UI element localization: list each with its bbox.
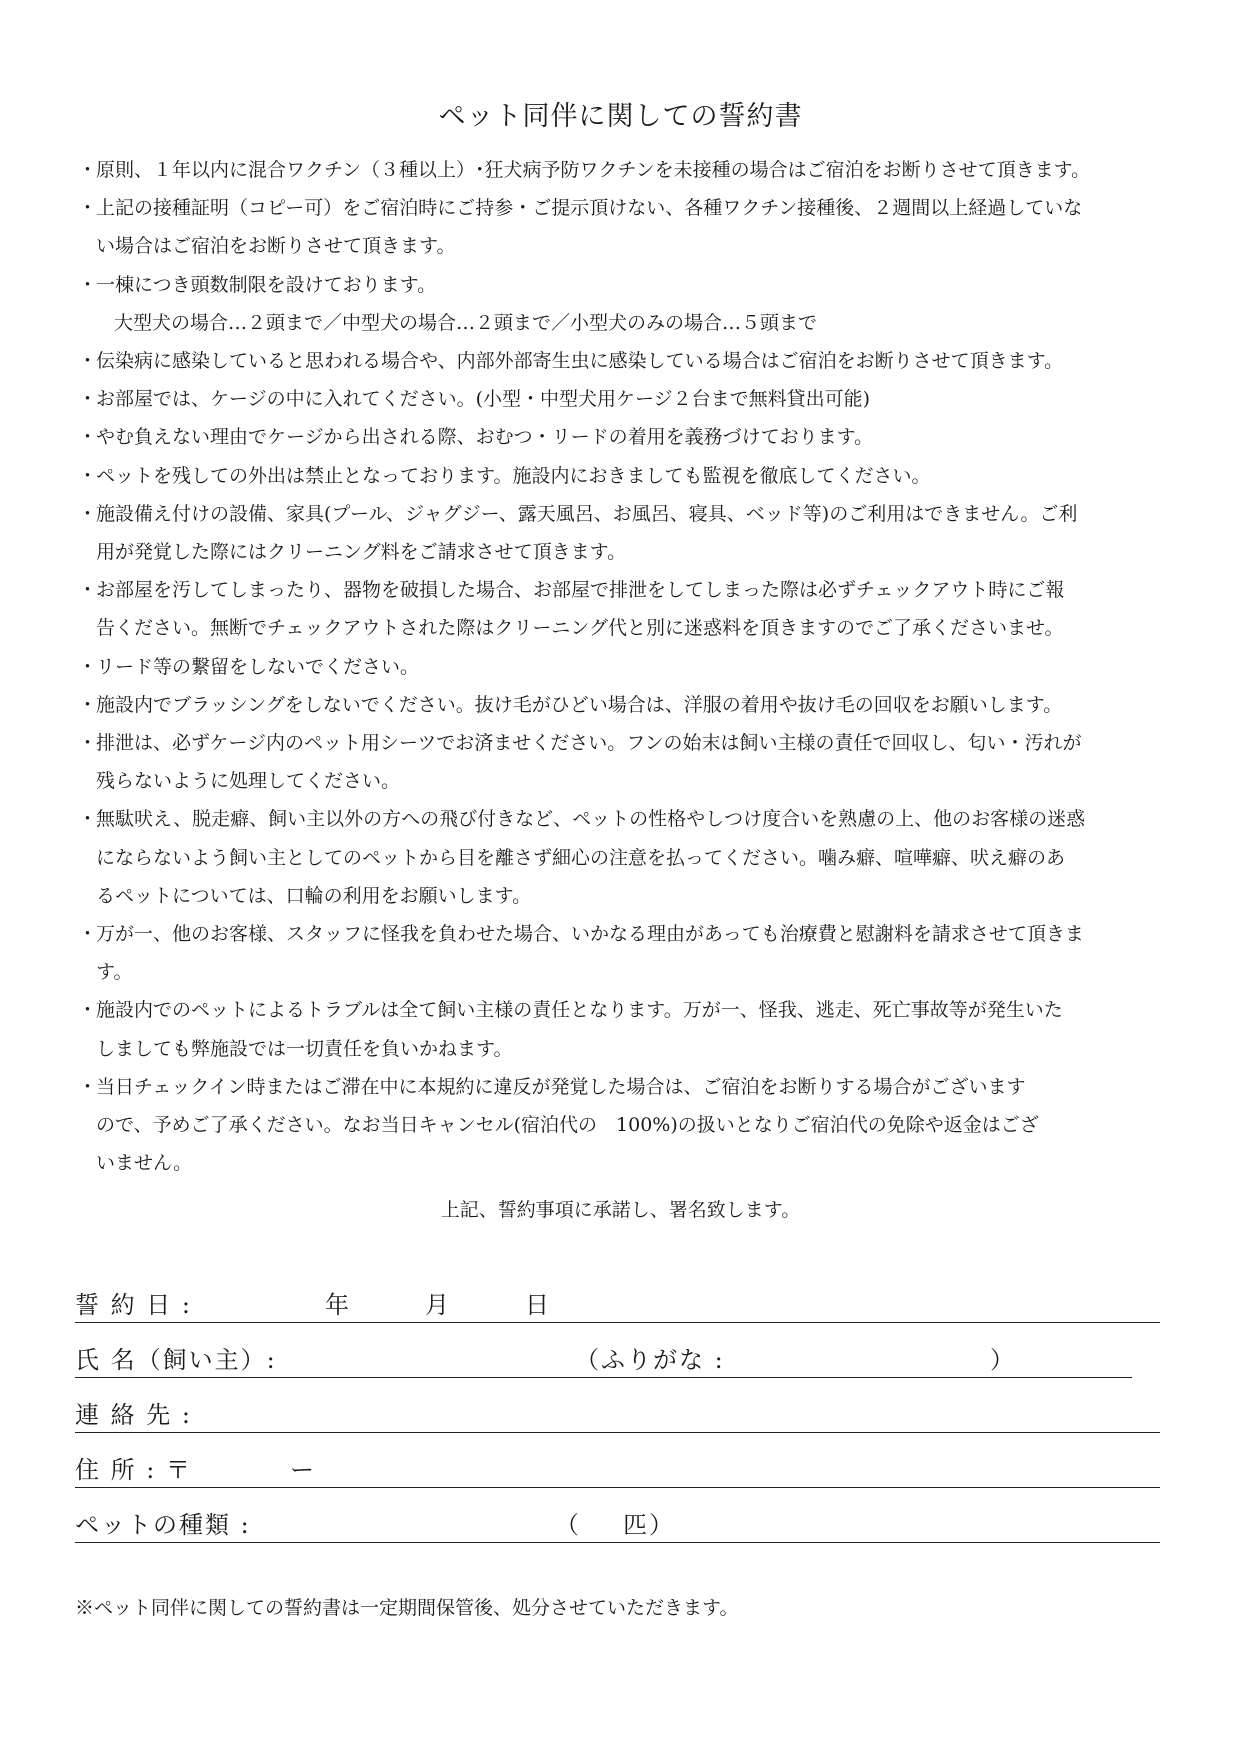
rules-list: [78, 151, 1178, 1182]
pledge-date-label: 誓 約 日 :: [75, 1291, 192, 1319]
rule-item: [78, 418, 1178, 456]
bullet-mark: ・: [78, 579, 98, 602]
rule-line: 無駄吠え、脱走癖、飼い主以外の方への飛び付きなど、ペットの性格やしつけ度合いを熟慮の上、他のお客様の迷惑: [96, 808, 1086, 831]
rule-item: [78, 915, 1178, 991]
bullet-mark: ・: [78, 426, 98, 449]
rule-item: [78, 151, 1178, 189]
pet-count-unit: 匹）: [623, 1511, 675, 1539]
rule-item: [78, 495, 1178, 571]
rule-item: [78, 991, 1178, 1067]
rule-item: [78, 800, 1178, 915]
rule-line: 施設備え付けの設備、家具(プール、ジャグジー、露天風呂、お風呂、寝具、ベッド等)のご利用はできません。ご利: [96, 502, 1078, 525]
rule-line: 当日チェックイン時またはご滞在中に本規約に違反が発覚した場合は、ご宿泊をお断りする場合がございます: [96, 1075, 1026, 1098]
pet-type-label: ペットの種類 :: [75, 1511, 251, 1539]
rule-line: 伝染病に感染していると思われる場合や、内部外部寄生虫に感染している場合はご宿泊をお断りさせて頂きます。: [96, 350, 1064, 373]
rule-line: い場合はご宿泊をお断りさせて頂きます。: [96, 235, 456, 258]
rule-item: [78, 380, 1178, 418]
rule-line: 上記の接種証明（コピー可）をご宿泊時にご持参・ご提示頂けない、各種ワクチン接種後、２週間以上経過していな: [96, 197, 1083, 220]
furigana-close: ）: [990, 1346, 1016, 1374]
rule-item: [78, 1068, 1178, 1183]
pet-type-field[interactable]: [75, 1506, 1160, 1543]
bullet-mark: ・: [78, 464, 98, 487]
rule-line: 万が一、他のお客様、スタッフに怪我を負わせた場合、いかなる理由があっても治療費と慰謝料を請求させて頂きま: [96, 923, 1084, 946]
bullet-mark: ・: [78, 502, 98, 525]
rule-line: やむ負えない理由でケージから出される際、おむつ・リードの着用を義務づけております。: [96, 426, 874, 449]
pledge-date-field[interactable]: [75, 1286, 1160, 1323]
rule-item: [78, 571, 1178, 647]
rule-line: 用が発覚した際にはクリーニング料をご請求させて頂きます。: [96, 541, 627, 564]
postal-code-dash: ー: [290, 1456, 316, 1484]
owner-name-label: 氏 名（飼い主）:: [75, 1346, 277, 1374]
furigana-label: （ふりがな :: [575, 1346, 725, 1374]
rule-line: 一棟につき頭数制限を設けております。: [96, 273, 437, 296]
rule-line: にならないよう飼い主としてのペットから目を離さず細心の注意を払ってください。噛み癖、喧嘩癖、吠え癖のあ: [96, 846, 1066, 869]
rule-line: るペットについては、口輪の利用をお願いします。: [96, 884, 532, 907]
rule-line: 残らないように処理してください。: [96, 770, 401, 793]
owner-name-field[interactable]: [75, 1341, 1132, 1378]
bullet-mark: ・: [78, 732, 98, 755]
rule-line: ので、予めご了承ください。なお当日キャンセル(宿泊代の 100%)の扱いとなりご宿泊代の免除や返金はござ: [96, 1114, 1039, 1137]
day-label: 日: [525, 1291, 551, 1319]
bullet-mark: ・: [78, 999, 98, 1022]
year-label: 年: [325, 1291, 351, 1319]
bullet-mark: ・: [78, 197, 98, 220]
rule-line: ペットを残しての外出は禁止となっております。施設内におきましても監視を徹底してください。: [96, 464, 931, 487]
rule-line: リード等の繋留をしないでください。: [96, 655, 420, 678]
rule-line: す。: [96, 961, 133, 984]
pledge-statement: 上記、誓約事項に承諾し、署名致します。: [440, 1199, 801, 1221]
bullet-mark: ・: [78, 1075, 98, 1098]
rule-line: 排泄は、必ずケージ内のペット用シーツでお済ませください。フンの始末は飼い主様の責任で回収し、匂い・汚れが: [96, 732, 1082, 755]
bullet-mark: ・: [78, 388, 98, 411]
rule-item: [78, 648, 1178, 686]
rule-line: いません。: [96, 1152, 193, 1175]
bullet-mark: ・: [78, 159, 98, 181]
rule-line: 原則、１年以内に混合ワクチン（３種以上）･狂犬病予防ワクチンを未接種の場合はご宿泊をお断りさせて頂きます。: [96, 159, 1091, 181]
rule-line: 施設内でブラッシングをしないでください。抜け毛がひどい場合は、洋服の着用や抜け毛の回収をお願いします。: [96, 693, 1063, 716]
storage-note: ※ペット同伴に関しての誓約書は一定期間保管後、処分させていただきます。: [75, 1597, 739, 1619]
contact-label: 連 絡 先 :: [75, 1401, 192, 1429]
document-title: ペット同伴に関しての誓約書: [438, 101, 803, 132]
bullet-mark: ・: [78, 655, 98, 678]
rule-line: お部屋では、ケージの中に入れてください。(小型・中型犬用ケージ２台まで無料貸出可能): [96, 388, 871, 411]
bullet-mark: ・: [78, 923, 98, 946]
rule-item: [78, 342, 1178, 380]
rule-line: 告ください。無断でチェックアウトされた際はクリーニング代と別に迷惑料を頂きますのでご了承くださいませ。: [96, 617, 1064, 640]
rule-item: [78, 457, 1178, 495]
rule-item: [78, 266, 1178, 342]
month-label: 月: [425, 1291, 451, 1319]
rule-line: お部屋を汚してしまったり、器物を破損した場合、お部屋で排泄をしてしまった際は必ずチェックアウト時にご報: [96, 579, 1065, 602]
bullet-mark: ・: [78, 693, 98, 716]
rule-item: [78, 189, 1178, 265]
bullet-mark: ・: [78, 350, 98, 373]
rule-line: 大型犬の場合…２頭まで／中型犬の場合…２頭まで／小型犬のみの場合…５頭まで: [114, 311, 818, 334]
address-label: 住 所 : 〒: [75, 1456, 192, 1484]
bullet-mark: ・: [78, 273, 98, 296]
address-field[interactable]: [75, 1451, 1160, 1488]
rule-line: 施設内でのペットによるトラブルは全て飼い主様の責任となります。万が一、怪我、逃走、死亡事故等が発生いた: [96, 999, 1063, 1022]
rule-item: [78, 724, 1178, 800]
contact-field[interactable]: [75, 1396, 1160, 1433]
pet-count-open: （: [555, 1511, 581, 1539]
rule-line: しましても弊施設では一切責任を負いかねます。: [96, 1037, 513, 1060]
rule-item: [78, 686, 1178, 724]
bullet-mark: ・: [78, 808, 98, 831]
